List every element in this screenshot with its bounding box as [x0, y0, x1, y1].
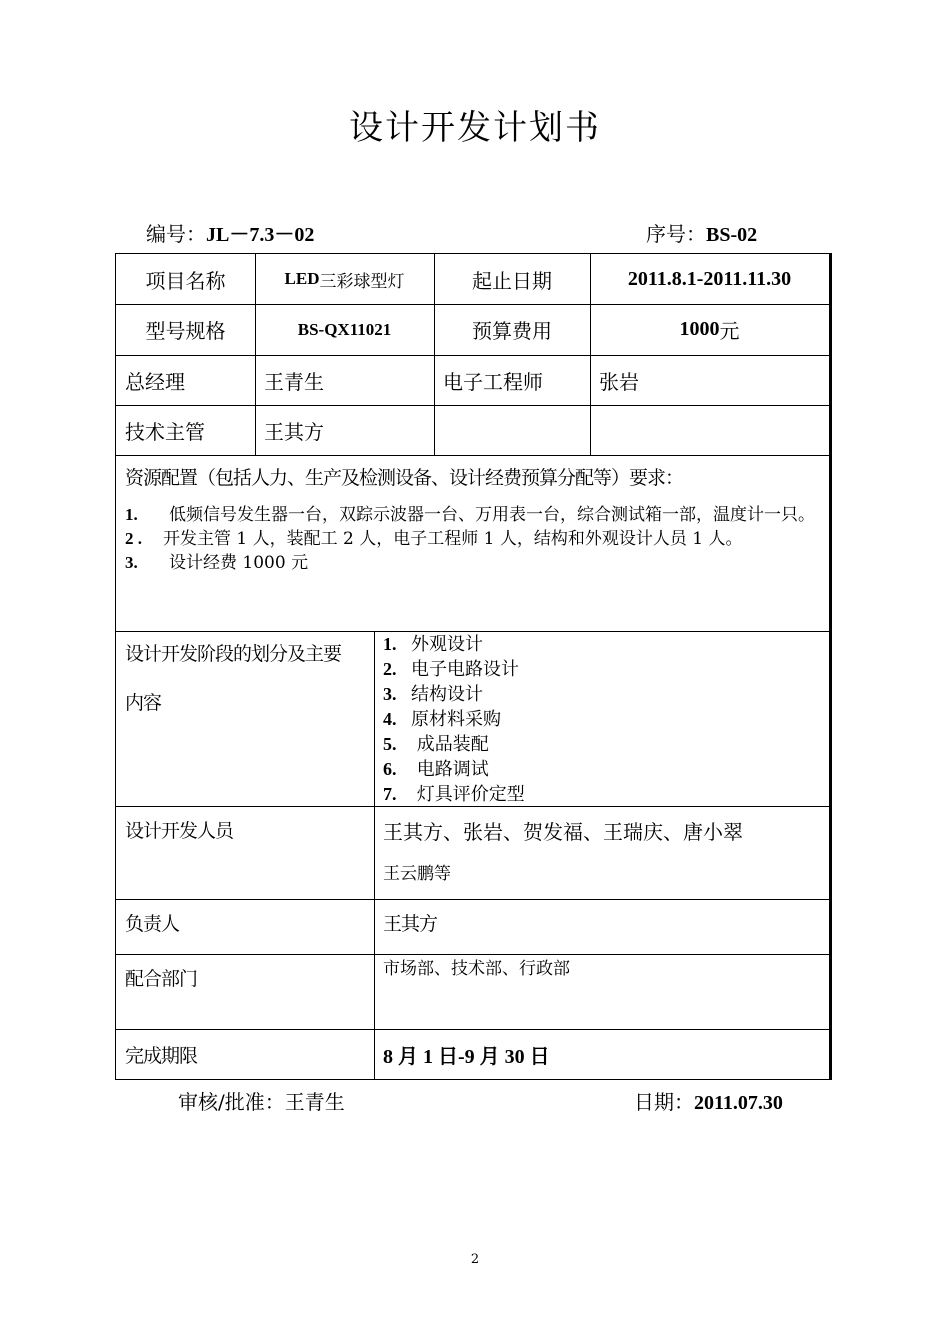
list-item [383, 757, 525, 782]
stage-num: 6. [383, 759, 397, 779]
page-number: 2 [470, 1252, 480, 1267]
resources-list [125, 503, 825, 575]
signoff-date [634, 1086, 783, 1115]
deadline-value: 8 月 1 日-9 月 30 日 [383, 1045, 550, 1068]
stage-num: 7. [383, 784, 397, 804]
code-value: JL－7.3－02 [206, 224, 315, 246]
staff-line2: 王云鹏等 [383, 864, 451, 884]
budget-unit: 元 [719, 319, 740, 343]
model-label: 型号规格 [145, 319, 226, 343]
list-item [383, 707, 525, 732]
list-item [383, 632, 525, 657]
stage-num: 5. [383, 734, 397, 754]
resource-text: 设计经费 1000 元 [169, 553, 309, 573]
gm-label: 总经理 [125, 369, 185, 394]
approval-value: 王青生 [284, 1090, 345, 1114]
stages-label [116, 631, 374, 806]
stages-content [374, 631, 829, 806]
project-name-suffix: 三彩球型灯 [319, 271, 405, 292]
department-value: 市场部、技术部、行政部 [383, 959, 570, 979]
serial-value: BS-02 [706, 224, 758, 246]
plan-table [115, 253, 832, 1080]
stage-num: 3. [383, 684, 397, 704]
stage-num: 2. [383, 659, 397, 679]
stage-text: 灯具评价定型 [411, 784, 525, 805]
document-code [146, 218, 314, 247]
ee-value: 张岩 [599, 369, 639, 394]
list-item [383, 732, 525, 757]
serial-label: 序号： [646, 222, 706, 246]
owner-label: 负责人 [125, 913, 180, 935]
staff-line1: 王其方、张岩、贺发福、王瑞庆、唐小翠 [383, 820, 743, 844]
stage-text: 电路调试 [411, 759, 489, 780]
code-label: 编号： [146, 222, 206, 246]
resource-text: 低频信号发生器一台，双踪示波器一台、万用表一台，综合测试箱一部，温度计一只。 [169, 505, 815, 525]
stage-text: 电子电路设计 [411, 659, 519, 680]
project-name-value [255, 254, 434, 304]
staff-label: 设计开发人员 [125, 820, 234, 842]
resources-heading: 资源配置（包括人力、生产及检测设备、设计经费预算分配等）要求： [125, 467, 684, 489]
resources-section [116, 455, 829, 631]
owner-value: 王其方 [383, 913, 438, 935]
model-value: BS-QX11021 [297, 319, 392, 339]
stage-text: 外观设计 [411, 634, 483, 655]
stage-num: 4. [383, 709, 397, 729]
stages-label-line2: 内容 [125, 692, 162, 714]
stages-list [383, 632, 525, 807]
document-serial [646, 218, 757, 247]
resource-num: 1. [125, 505, 138, 524]
resource-text: 开发主管 1 人，装配工 2 人，电子工程师 1 人，结构和外观设计人员 1 人。 [163, 529, 743, 549]
resource-num: 2 . [125, 529, 142, 548]
department-label: 配合部门 [125, 968, 198, 990]
period-value: 2011.8.1-2011.11.30 [627, 267, 792, 290]
budget-value [590, 304, 829, 355]
list-item [125, 527, 825, 551]
list-item [383, 657, 525, 682]
approval [178, 1086, 345, 1115]
date-value: 2011.07.30 [694, 1092, 783, 1114]
ee-label: 电子工程师 [443, 369, 543, 394]
stages-label-line1: 设计开发阶段的划分及主要 [125, 643, 342, 665]
tech-lead-label: 技术主管 [125, 419, 205, 444]
project-name-prefix: LED [284, 269, 320, 288]
budget-amount: 1000 [679, 318, 720, 340]
list-item [383, 782, 525, 807]
gm-value: 王青生 [264, 369, 324, 394]
project-name-label: 项目名称 [145, 268, 226, 293]
resource-num: 3. [125, 553, 138, 572]
list-item [125, 551, 825, 575]
budget-label: 预算费用 [472, 319, 552, 343]
list-item [125, 503, 825, 527]
stage-num: 1. [383, 634, 397, 654]
stage-text: 成品装配 [411, 734, 489, 755]
tech-lead-value: 王其方 [264, 419, 324, 444]
stage-text: 原材料采购 [411, 709, 501, 730]
period-label: 起止日期 [472, 268, 552, 293]
deadline-label: 完成期限 [125, 1044, 198, 1067]
document-title: 设计开发计划书 [349, 108, 601, 148]
list-item [383, 682, 525, 707]
staff-value [374, 806, 829, 899]
date-label: 日期： [634, 1090, 694, 1114]
stage-text: 结构设计 [411, 684, 483, 705]
approval-label: 审核/批准： [178, 1090, 285, 1114]
